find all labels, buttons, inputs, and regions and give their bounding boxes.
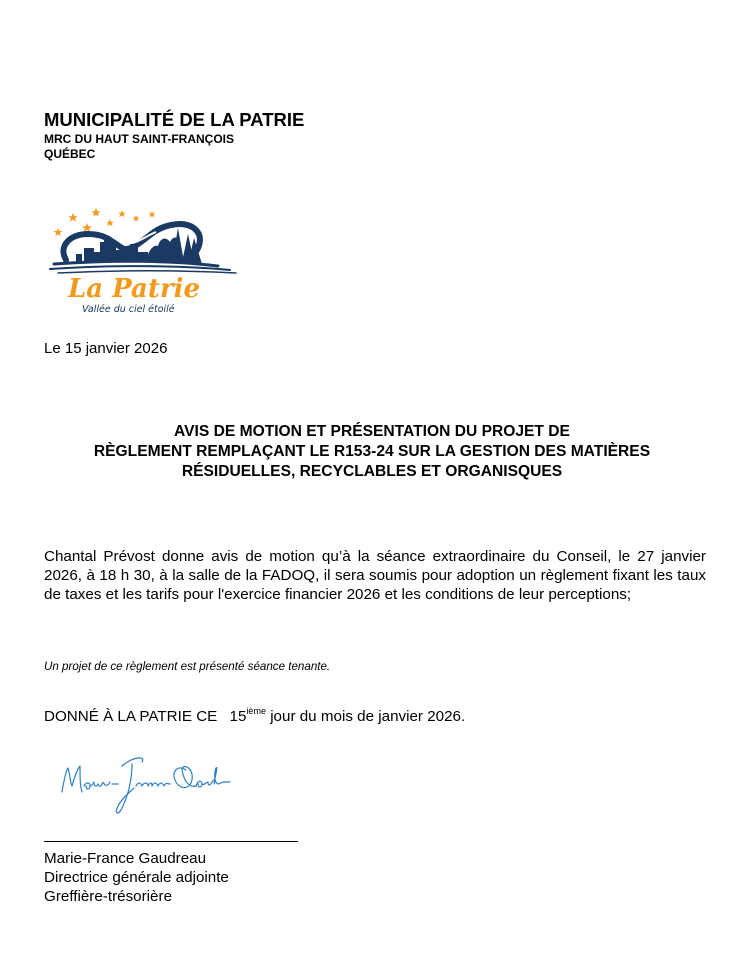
given-day-suffix: ième (246, 706, 266, 716)
province-name: QUÉBEC (44, 147, 96, 161)
signer-title: Directrice générale adjointe (44, 869, 229, 886)
handwritten-signature (56, 752, 236, 824)
draft-presented-note: Un projet de ce règlement est présenté séance tenante. (44, 660, 331, 673)
logo-graphic (48, 198, 240, 314)
stars-icon (54, 208, 156, 236)
given-prefix: DONNÉ À LA PATRIE CE (44, 708, 218, 725)
logo-tagline: Vallée du ciel étoilé (82, 304, 175, 314)
given-suffix: jour du mois de janvier 2026. (270, 708, 466, 725)
municipality-logo (48, 198, 240, 314)
given-at-statement (44, 707, 465, 726)
letter-date: Le 15 janvier 2026 (44, 340, 168, 357)
logo-wordmark: La Patrie (68, 274, 201, 304)
signer-title-secondary: Greffière-trésorière (44, 888, 173, 905)
region-name: MRC DU HAUT SAINT-FRANÇOIS (44, 132, 234, 146)
signature-line (44, 841, 298, 842)
notice-title-line: AVIS DE MOTION ET PRÉSENTATION DU PROJET DE (174, 423, 570, 440)
notice-title-line: RÉSIDUELLES, RECYCLABLES ET ORGANISQUES (181, 463, 563, 480)
motion-paragraph: Chantal Prévost donne avis de motion qu’à la séance extraordinaire du Conseil, le 27 janvier 2026, à 18 h 30, à la salle de la FADOQ, il sera soumis pour adoption un règlement fixant les taux de taxes et les tarifs pour l'exercice financier 2026 et les conditions de leur perceptions; (44, 548, 706, 603)
given-day: 15 (229, 708, 247, 725)
river-waves-icon (50, 261, 236, 273)
notice-title-line: RÈGLEMENT REMPLAÇANT LE R153-24 SUR LA GESTION DES MATIÈRES (93, 443, 651, 460)
notice-title (30, 422, 714, 482)
organization-name: MUNICIPALITÉ DE LA PATRIE (44, 109, 305, 130)
signer-name: Marie-France Gaudreau (44, 850, 207, 867)
